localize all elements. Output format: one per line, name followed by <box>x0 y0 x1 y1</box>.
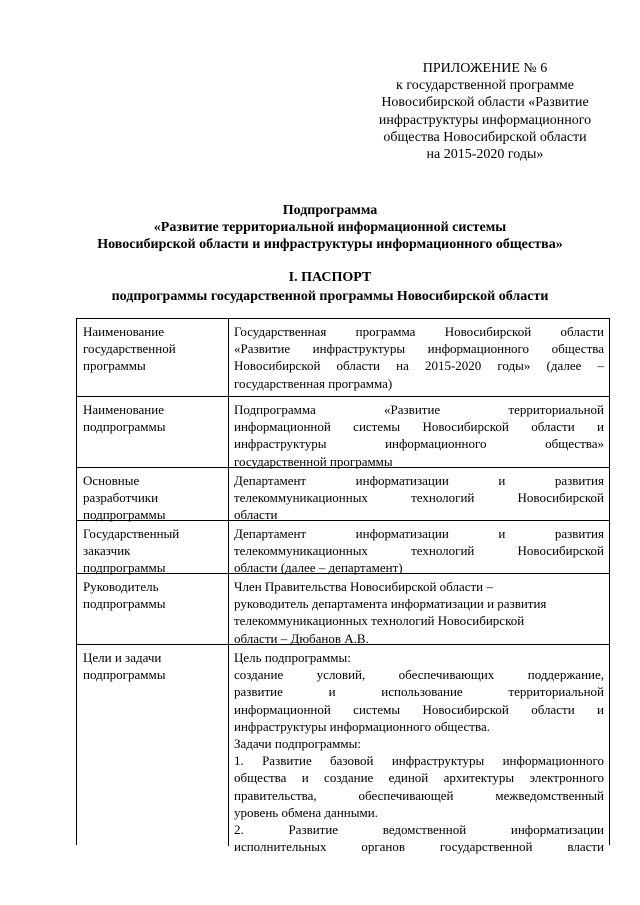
row-value-line: развитие и использование территориальной <box>234 684 604 700</box>
row-value-line: уровень обмена данными. <box>234 804 378 820</box>
row-name-cell <box>83 578 223 612</box>
section-number-title: I. ПАСПОРТ <box>288 270 372 285</box>
subprogram-title <box>60 202 600 253</box>
section-heading <box>60 268 600 306</box>
row-value-line: Цель подпрограммы: <box>234 650 351 665</box>
row-value-line: общества и создание единой архитектуры электронного <box>234 770 604 786</box>
row-value-line: Член Правительства Новосибирской области – <box>234 579 493 594</box>
row-value-line: создание условий, обеспечивающих поддержание, <box>234 667 604 683</box>
row-value-cell <box>234 525 604 577</box>
row-name-cell <box>83 323 223 375</box>
row-value-line: Департамент информатизации и развития <box>234 526 604 541</box>
row-name-line: Цели и задачи <box>83 650 162 665</box>
row-name-line: государственной <box>83 341 176 357</box>
table-row <box>77 645 609 855</box>
subprogram-title-line: «Развитие территориальной информационной системы <box>153 220 507 235</box>
row-value-line: государственной программы <box>234 453 393 469</box>
subprogram-title-line: Подпрограмма <box>282 203 378 218</box>
row-value-line: телекоммуникационных технологий Новосибирской <box>234 490 604 506</box>
row-value-line: Задачи подпрограммы: <box>234 735 361 751</box>
row-value-cell <box>234 323 604 392</box>
row-value-line: Департамент информатизации и развития <box>234 473 604 488</box>
row-name-cell <box>83 401 223 435</box>
row-name-line: Государственный <box>83 526 180 541</box>
appendix-line: инфраструктуры информационного <box>378 112 592 128</box>
row-name-cell <box>83 472 223 524</box>
row-value-line: телекоммуникационных технологий Новосибирской <box>234 543 604 559</box>
appendix-line: ПРИЛОЖЕНИЕ № 6 <box>422 61 548 76</box>
row-value-cell <box>234 401 604 470</box>
table-row <box>77 468 609 521</box>
row-value-line: Новосибирской области на 2015-2020 годы» (далее – <box>234 358 604 374</box>
row-value-line: 1. Развитие базовой инфраструктуры информационного <box>234 753 604 769</box>
row-value-line: телекоммуникационных технологий Новосибирской <box>234 613 525 629</box>
row-name-line: Руководитель <box>83 579 159 594</box>
row-name-line: подпрограммы <box>83 419 166 435</box>
row-name-line: программы <box>83 358 146 374</box>
row-name-line: подпрограммы <box>83 667 166 683</box>
row-value-line: области (далее – департамент) <box>234 560 403 576</box>
row-name-line: Наименование <box>83 402 164 417</box>
row-name-line: Основные <box>83 473 140 488</box>
appendix-line: Новосибирской области «Развитие <box>381 95 589 111</box>
row-name-line: подпрограммы <box>83 596 166 612</box>
row-value-line: руководитель департамента информатизации и развития <box>234 596 547 612</box>
appendix-line: на 2015-2020 годы» <box>426 147 544 163</box>
table-row <box>77 397 609 468</box>
row-name-line: заказчик <box>83 543 131 559</box>
row-value-line: Подпрограмма «Развитие территориальной <box>234 402 604 417</box>
row-name-line: разработчики <box>83 490 159 506</box>
row-value-line: инфраструктуры информационного общества. <box>234 718 490 734</box>
row-value-line: государственная программа) <box>234 375 393 391</box>
row-name-line: подпрограммы <box>83 507 166 523</box>
row-value-line: правительства, обеспечивающей межведомственный <box>234 787 604 803</box>
row-value-cell <box>234 472 604 524</box>
row-value-line: 2. Развитие ведомственной информатизации <box>234 821 604 837</box>
row-value-line: информационной системы Новосибирской области и <box>234 701 604 717</box>
appendix-header <box>355 60 615 163</box>
appendix-line: к государственной программе <box>396 78 574 94</box>
row-value-line: области – Дюбанов А.В. <box>234 630 369 646</box>
table-row <box>77 574 609 645</box>
row-value-cell <box>234 649 604 855</box>
table-row <box>77 521 609 574</box>
row-name-line: Наименование <box>83 324 164 339</box>
passport-table <box>76 318 610 855</box>
row-value-line: инфраструктуры информационного общества» <box>234 436 604 452</box>
row-value-line: «Развитие инфраструктуры информационного общества <box>234 341 604 357</box>
row-value-line: области <box>234 507 278 523</box>
section-subheading: подпрограммы государственной программы Новосибирской области <box>111 289 549 304</box>
row-value-line: Государственная программа Новосибирской области <box>234 324 604 339</box>
row-name-line: подпрограммы <box>83 560 166 576</box>
row-value-cell <box>234 578 604 647</box>
table-row <box>77 319 609 397</box>
appendix-line: общества Новосибирской области <box>383 129 587 145</box>
row-name-cell <box>83 649 223 683</box>
row-value-line: исполнительных органов государственной власти <box>234 839 604 855</box>
row-value-line: информационной системы Новосибирской области и <box>234 419 604 435</box>
row-name-cell <box>83 525 223 577</box>
subprogram-title-line: Новосибирской области и инфраструктуры информационного общества» <box>97 237 563 252</box>
